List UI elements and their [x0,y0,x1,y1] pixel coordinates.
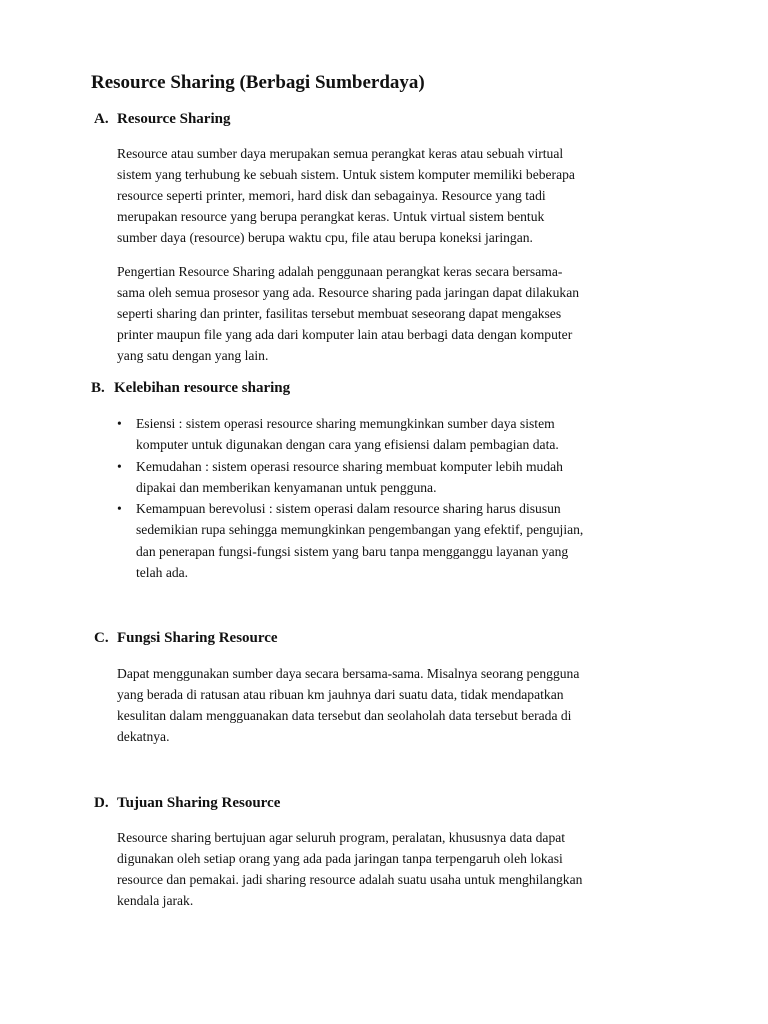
text-line: sama oleh semua prosesor yang ada. Resource sharing pada jaringan dapat dilakukan [117,285,580,300]
bullet-icon: • [117,501,122,517]
text-line: yang berada di ratusan atau ribuan km jauhnya dari suatu data, tidak mendapatkan [117,687,564,702]
text-line: digunakan oleh setiap orang yang ada pada jaringan tanpa terpengaruh oleh lokasi [117,851,563,866]
text-line: komputer untuk digunakan dengan cara yang efisiensi dalam pembagian data. [136,437,559,453]
section-title: Resource Sharing [117,111,231,127]
text-line: dipakai dan memberikan kenyamanan untuk pengguna. [136,479,437,495]
section-d-heading [94,795,280,812]
text-line: Pengertian Resource Sharing adalah penggunaan perangkat keras secara bersama- [117,264,563,279]
text-line: sistem yang terhubung ke sebuah sistem. Untuk sistem komputer memiliki beberapa [117,167,575,182]
section-letter: C. [94,630,109,646]
list-item [117,498,677,583]
section-c-paragraph [117,663,677,747]
list-item [117,456,677,499]
text-line: dekatnya. [117,729,170,744]
bullet-icon: • [117,416,122,431]
section-a-paragraph-1 [117,143,677,248]
section-a-paragraph-2 [117,261,677,366]
text-line: dan penerapan fungsi-fungsi sistem yang baru tanpa mengganggu layanan yang [136,543,569,559]
section-letter: D. [94,795,109,811]
section-letter: A. [94,111,109,127]
text-line: Esiensi : sistem operasi resource sharing memungkinkan sumber daya sistem [136,416,555,431]
list-item [117,413,677,456]
text-line: sumber daya (resource) berupa waktu cpu, file atau berupa koneksi jaringan. [117,230,533,245]
text-line: yang satu dengan yang lain. [117,348,269,363]
text-line: merupakan resource yang berupa perangkat keras. Untuk virtual sistem bentuk [117,209,545,224]
section-title: Kelebihan resource sharing [114,380,291,396]
text-line: resource dan pemakai. jadi sharing resource adalah suatu usaha untuk menghilangkan [117,872,583,887]
advantages-list [117,413,677,583]
section-c-heading [94,630,278,647]
text-line: Resource sharing bertujuan agar seluruh program, peralatan, khususnya data dapat [117,830,566,845]
section-a-heading [94,111,230,128]
text-line: resource seperti printer, memori, hard disk dan sebagainya. Resource yang tadi [117,188,546,203]
section-title: Fungsi Sharing Resource [117,630,278,646]
text-line: kendala jarak. [117,893,194,908]
bullet-icon: • [117,458,122,474]
text-line: printer maupun file yang ada dari komputer lain atau berbagi data dengan komputer [117,327,573,342]
document-title: Resource Sharing (Berbagi Sumberdaya) [91,72,425,93]
text-line: sedemikian rupa sehingga memungkinkan pengembangan yang efektif, pengujian, [136,522,584,538]
section-letter: B. [91,380,105,396]
text-line: seperti sharing dan printer, fasilitas tersebut membuat seseorang dapat mengakses [117,306,562,321]
text-line: Resource atau sumber daya merupakan semua perangkat keras atau sebuah virtual [117,146,564,161]
text-line: Kemampuan berevolusi : sistem operasi dalam resource sharing harus disusun [136,501,561,517]
section-d-paragraph [117,827,677,911]
text-line: Dapat menggunakan sumber daya secara bersama-sama. Misalnya seorang pengguna [117,666,580,681]
text-line: telah ada. [136,565,189,581]
text-line: kesulitan dalam mengguanakan data tersebut dan seolaholah data tersebut berada di [117,708,572,723]
text-line: Kemudahan : sistem operasi resource sharing membuat komputer lebih mudah [136,458,563,474]
section-title: Tujuan Sharing Resource [117,795,281,811]
section-b-heading [91,380,290,397]
